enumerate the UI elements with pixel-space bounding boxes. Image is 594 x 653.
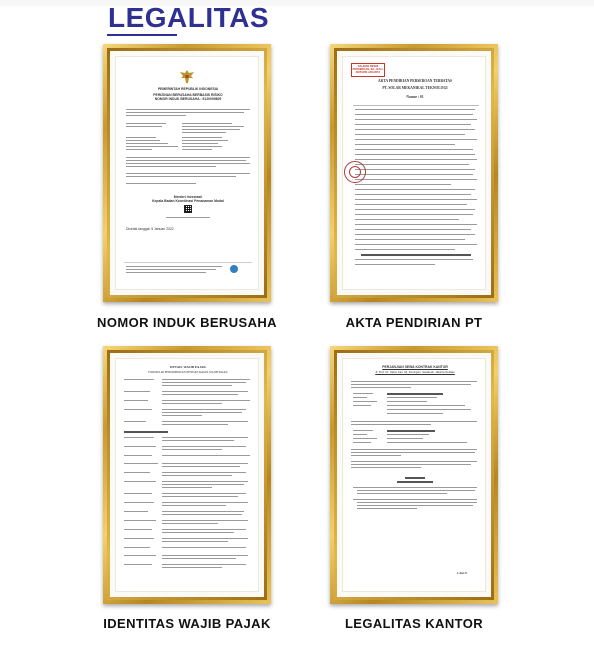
document-npwp <box>115 358 259 592</box>
nib-signature-title: Menteri Investasi/ <box>173 195 203 199</box>
npwp-heading-line1: DETAIL WAJIB PAJAK <box>170 365 206 369</box>
caption-akta: AKTA PENDIRIAN PT <box>345 315 483 330</box>
document-frame-npwp[interactable] <box>103 346 271 604</box>
document-frame-akta[interactable] <box>330 44 498 302</box>
kantor-footer: 1 dari 6 <box>457 571 467 575</box>
nib-date-line: Dicetak tanggal: 5 Januari 2022 <box>126 227 174 231</box>
nib-signature-org: Kepala Badan Koordinasi Penanaman Modal <box>152 199 224 203</box>
garuda-emblem-icon <box>178 69 196 85</box>
akta-heading-line2: PT. SOLAR MEKANIKAL TEKNOLOGI <box>382 86 448 90</box>
kantor-heading-line1: PERJANJIAN SEWA KONTRAK KANTOR <box>382 365 448 369</box>
document-frame-nib[interactable] <box>103 44 271 302</box>
top-bar <box>0 0 594 6</box>
page-title: LEGALITAS <box>108 2 270 33</box>
nib-header-line1: PEMERINTAH REPUBLIK INDONESIA <box>157 87 219 91</box>
notary-stamp: SALINAN RESMI PERSEROAN, SH., M.Kn. NOTARIS JAKARTA <box>351 63 385 77</box>
nib-header-line2: PERIZINAN BERUSAHA BERBASIS RISIKO <box>153 93 223 97</box>
caption-kantor: LEGALITAS KANTOR <box>344 616 484 631</box>
akta-heading-line3: Nomor : 01 <box>406 95 424 99</box>
document-kantor <box>342 358 486 592</box>
oss-logo-icon <box>230 265 238 273</box>
document-nib <box>115 56 259 290</box>
caption-nib: NOMOR INDUK BERUSAHA <box>97 315 277 330</box>
npwp-heading-line2: FORMULIR PERMOHONAN PENDAFTARAN WAJIB PAJAK <box>148 370 228 374</box>
document-akta <box>342 56 486 290</box>
nib-header-line3: NOMOR INDUK BERUSAHA : 9120009805 <box>154 97 222 101</box>
document-frame-kantor[interactable] <box>330 346 498 604</box>
caption-npwp: IDENTITAS WAJIB PAJAK <box>103 616 271 631</box>
qr-code-icon <box>184 205 192 213</box>
akta-heading-line1: AKTA PENDIRIAN PERSEROAN TERBATAS <box>378 79 452 83</box>
notary-seal-icon <box>344 161 366 183</box>
title-underline <box>107 34 177 36</box>
kantor-heading-line2: Jl. Prof. Dr. Satrio Kav. 18, Kuningan, Setiabudi, Jakarta Selatan <box>375 370 455 374</box>
